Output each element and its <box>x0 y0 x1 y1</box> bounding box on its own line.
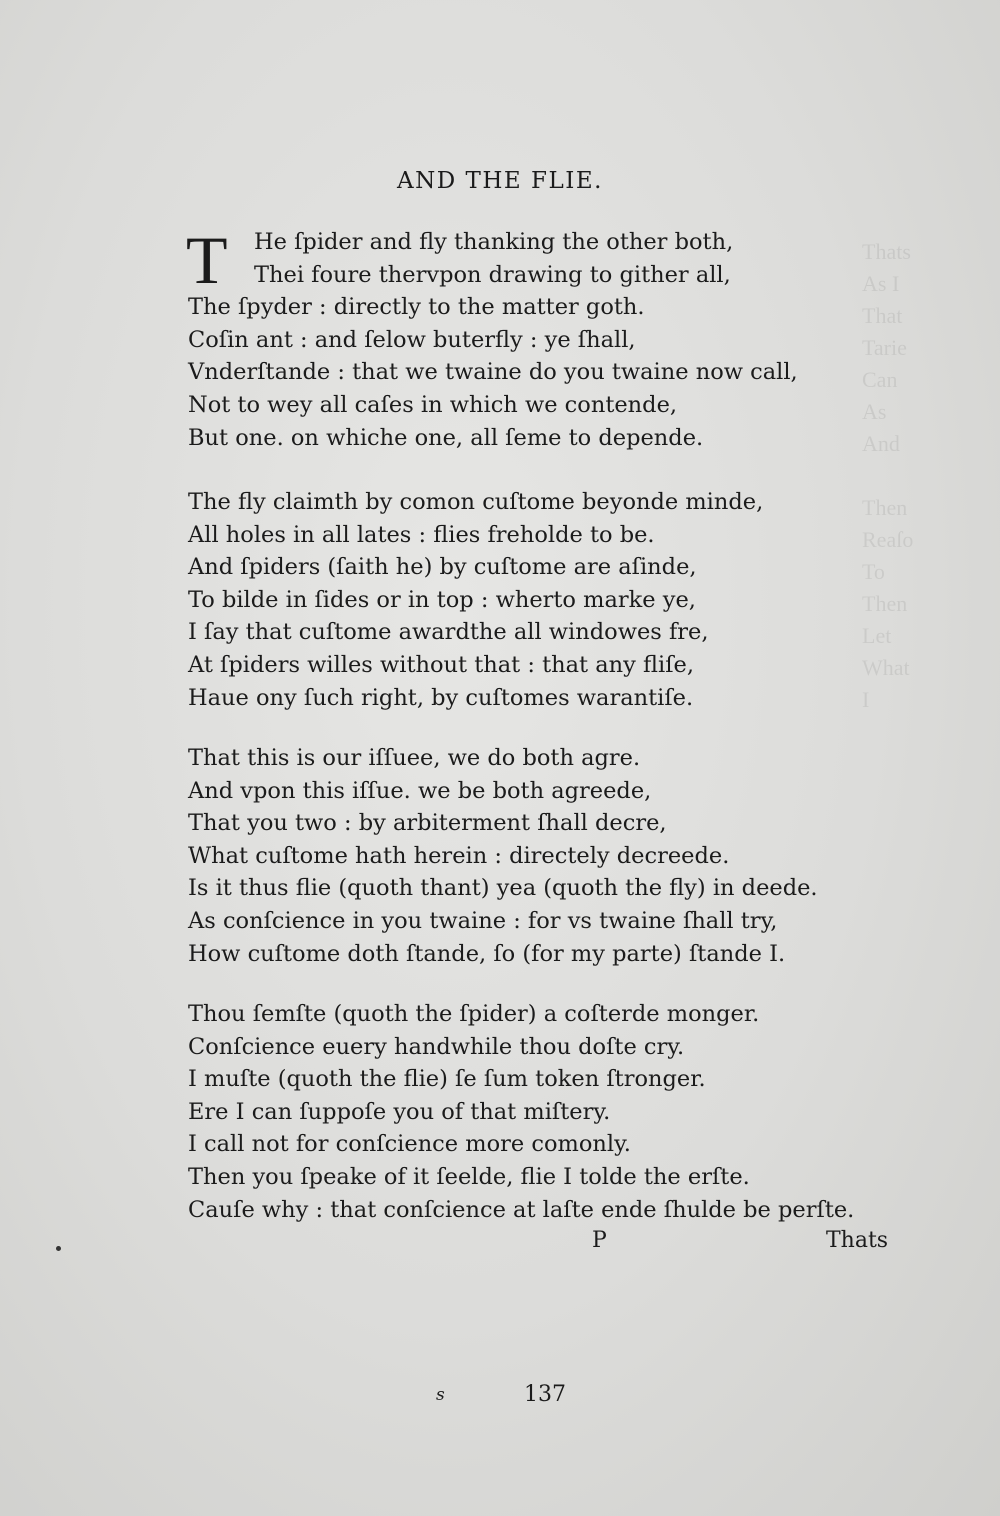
stanza-4 <box>188 998 854 1226</box>
poem-line-text: He ſpider and fly thanking the other both, <box>254 229 734 255</box>
poem-line: And ſpiders (ſaith he) by cuſtome are aſinde, <box>188 554 697 581</box>
poem-line: Haue ony ſuch right, by cuſtomes warantiſe. <box>188 684 694 711</box>
poem-line: That you two : by arbiterment ſhall decre, <box>188 810 667 837</box>
stanza-2 <box>188 486 763 714</box>
poem-line: Ere I can ſuppoſe you of that miſtery. <box>188 1098 611 1125</box>
signature-s: s <box>436 1385 445 1405</box>
poem-line: All holes in all lates : flies freholde to be. <box>188 521 655 548</box>
poem-line: The ſpyder : directly to the matter goth. <box>188 294 645 321</box>
catchword: Thats <box>826 1228 889 1253</box>
stanza-3 <box>188 742 818 970</box>
drop-cap: T <box>186 222 228 298</box>
poem-line: I call not for conſcience more comonly. <box>188 1131 631 1158</box>
poem-line: Thei foure thervpon drawing to gither all, <box>254 261 731 288</box>
poem-title: AND THE FLIE. <box>397 168 603 194</box>
poem-line: That this is our iſſuee, we do both agre. <box>188 745 641 771</box>
poem-line: At ſpiders willes without that : that any fliſe, <box>188 651 695 678</box>
poem-line: Conſcience euery handwhile thou doſte cry. <box>188 1033 685 1060</box>
poem-line: But one. on whiche one, all ſeme to depende. <box>188 424 704 451</box>
poem-line: Vnderſtande : that we twaine do you twaine now call, <box>188 359 798 386</box>
poem-line: To bilde in ſides or in top : wherto marke ye, <box>188 586 696 613</box>
poem-line: Not to wey all caſes in which we contende, <box>188 391 678 418</box>
poem-line: Cauſe why : that conſcience at laſte ende ſhulde be perſte. <box>188 1196 855 1223</box>
page-number: 137 <box>524 1382 566 1407</box>
poem-line: The fly claimth by comon cuſtome beyonde minde, <box>188 489 764 515</box>
poem-line: Coſin ant : and ſelow buterfly : ye ſhall, <box>188 326 636 353</box>
signature-mark: P <box>592 1228 607 1253</box>
poem-line: Then you ſpeake of it ſeelde, flie I tolde the erſte. <box>188 1163 750 1190</box>
show-through-text: Thats As I That Tarie Can As And Then Reaſo To Then Let What I <box>862 239 914 712</box>
stanza-1 <box>186 222 798 454</box>
poem-line: And vpon this iſſue. we be both agreede, <box>188 777 652 804</box>
ink-speck <box>56 1246 61 1251</box>
poem-line: I ſay that cuſtome awardthe all windowes fre, <box>188 619 709 646</box>
poem-line: How cuſtome doth ſtande, ſo (for my parte) ſtande I. <box>188 940 786 967</box>
poem-line: I muſte (quoth the flie) ſe ſum token ſtronger. <box>188 1066 706 1093</box>
poem-line: What cuſtome hath herein : directely decreede. <box>188 842 730 869</box>
poem-line: Thou ſemſte (quoth the ſpider) a coſterde monger. <box>188 1001 760 1027</box>
poem-line: As conſcience in you twaine : for vs twaine ſhall try, <box>188 907 778 934</box>
poem-line: Is it thus flie (quoth thant) yea (quoth the fly) in deede. <box>188 875 818 902</box>
